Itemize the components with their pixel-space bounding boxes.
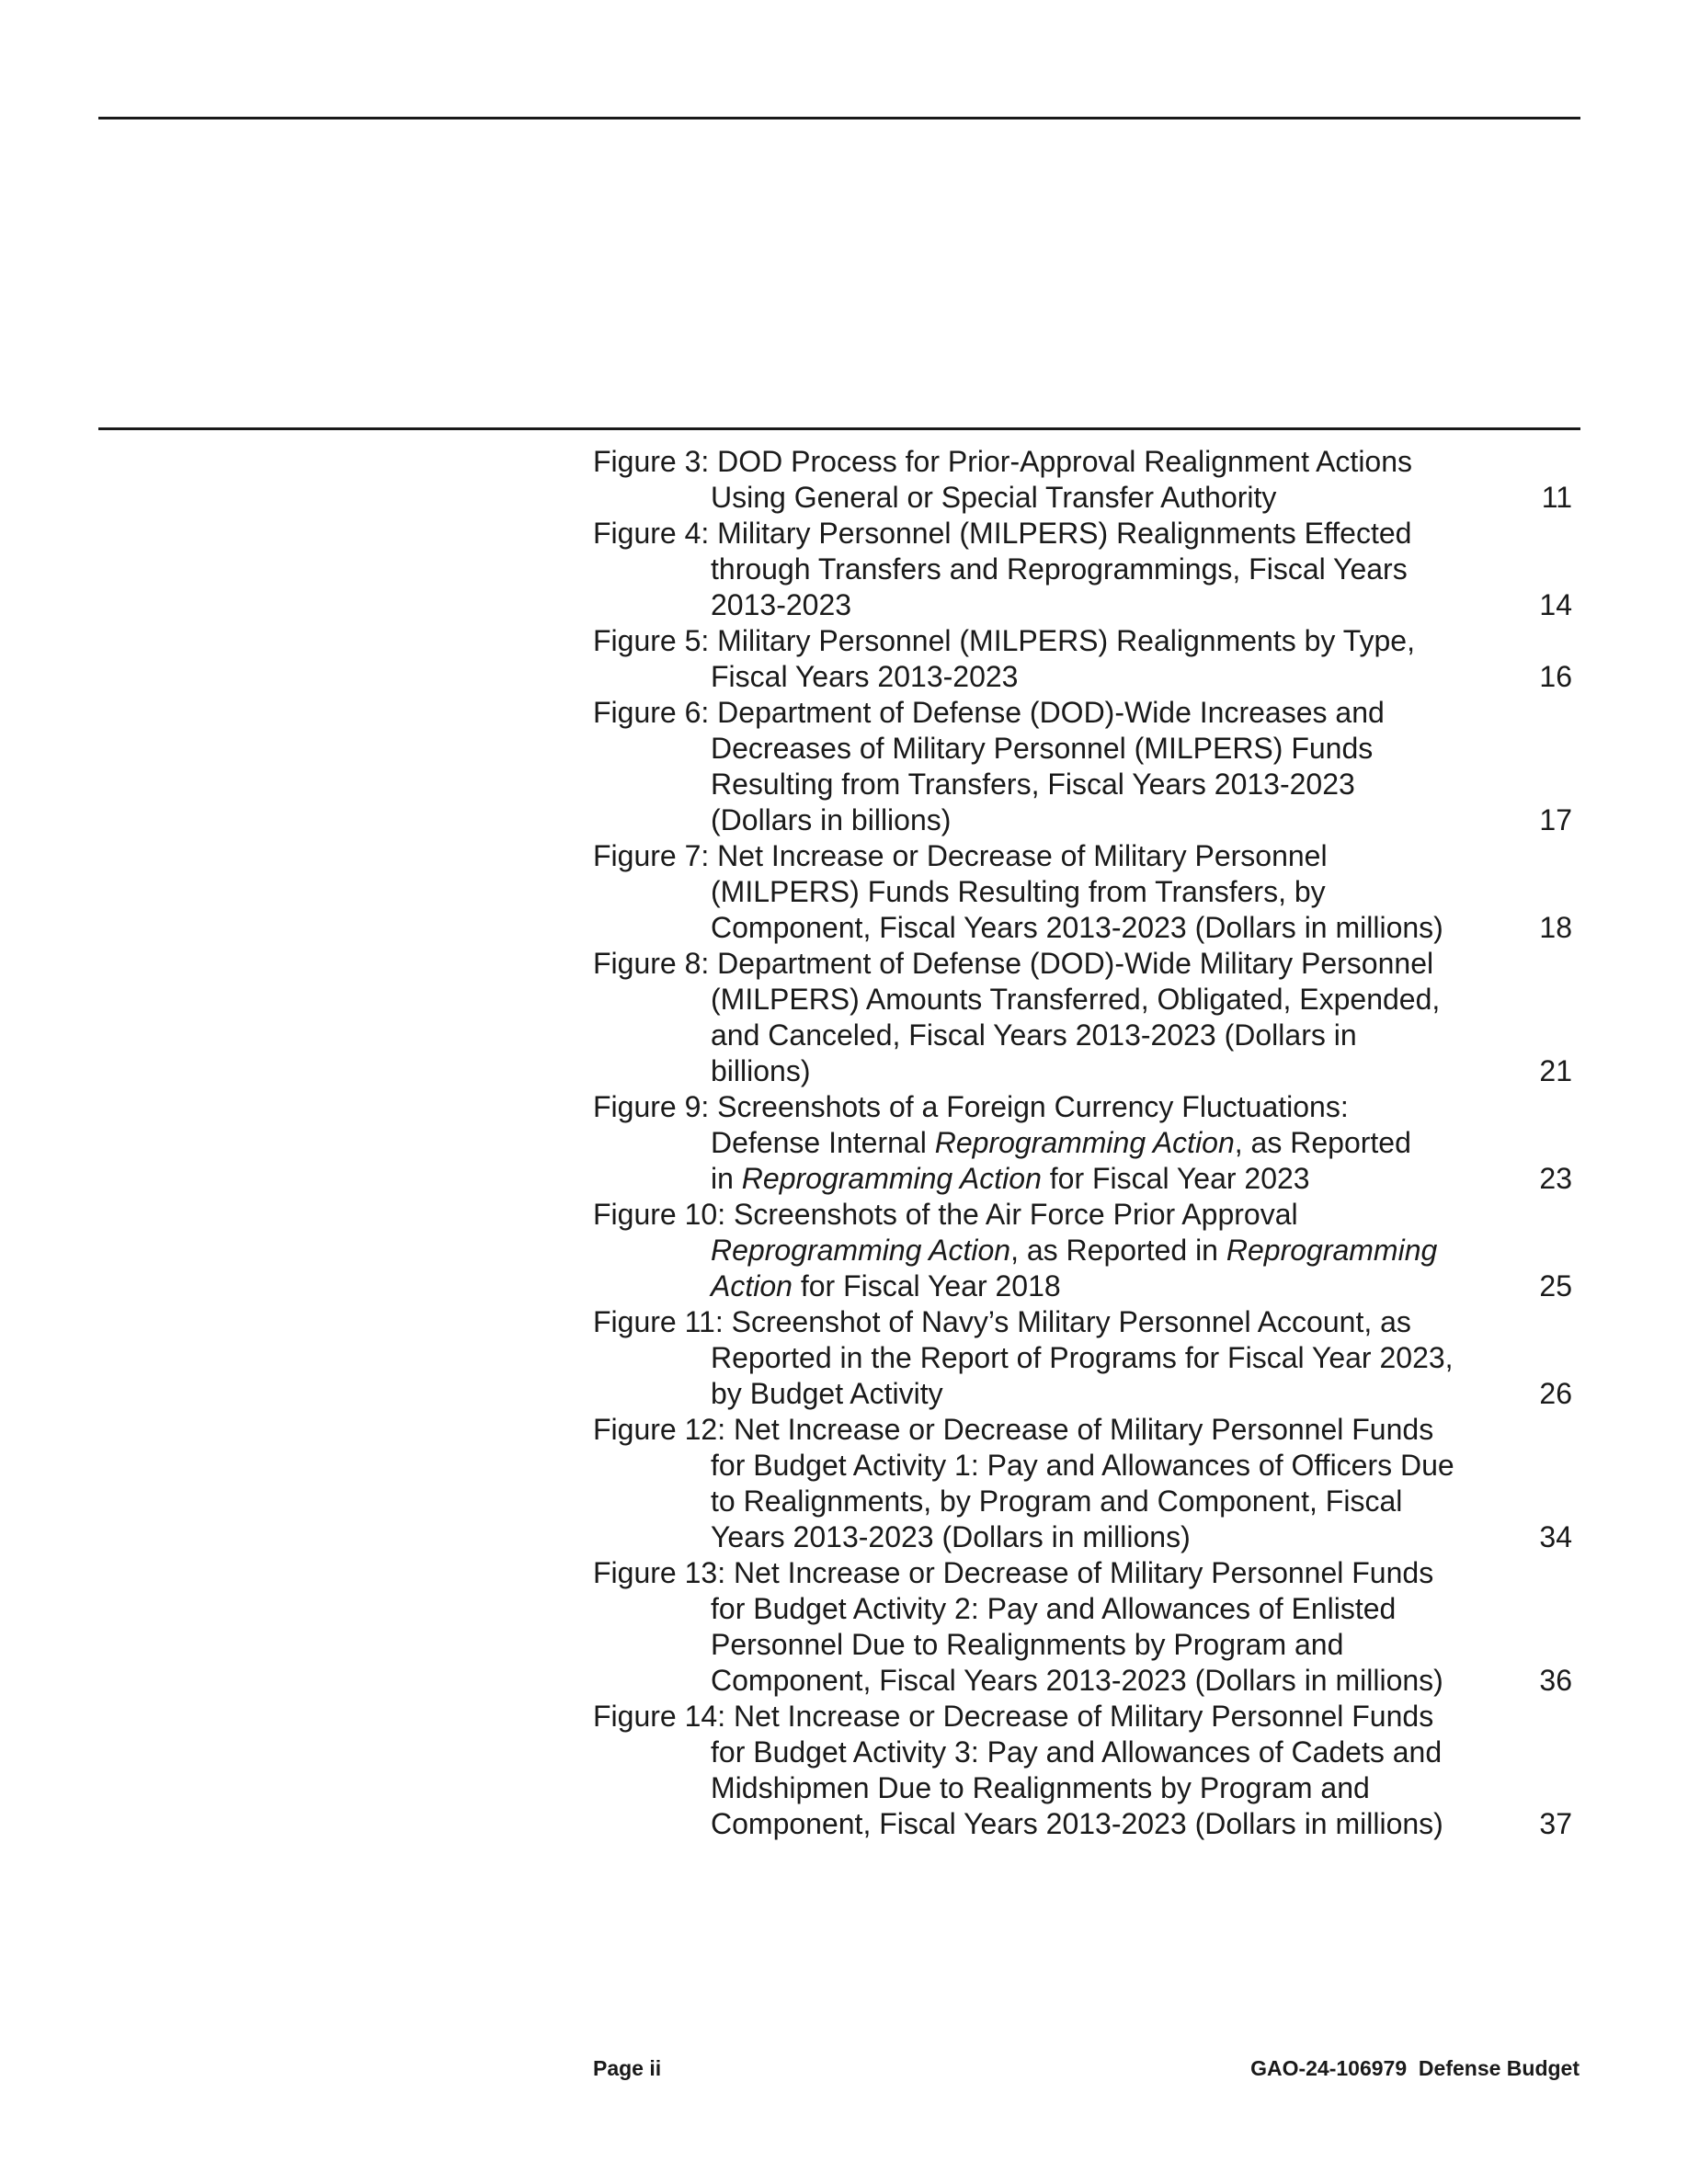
entry-text: Years 2013-2023 (Dollars in millions): [711, 1520, 1191, 1553]
entry-text: Reported in the Report of Programs for Fiscal Year 2023,: [711, 1341, 1454, 1374]
entry-text: Component, Fiscal Years 2013-2023 (Dollars in millions): [711, 1807, 1443, 1840]
italic-title-text: Reprogramming Action: [711, 1234, 1011, 1267]
toc-entry-line: [593, 1484, 1595, 1519]
toc-entry[interactable]: [593, 1699, 1595, 1842]
toc-entry-line: [593, 1089, 1595, 1125]
toc-entry[interactable]: [593, 695, 1595, 838]
toc-entry-line: [593, 1412, 1595, 1448]
toc-entry-line: [593, 1591, 1595, 1627]
italic-title-text: Reprogramming: [1226, 1234, 1438, 1267]
toc-entry-line: [593, 1161, 1595, 1197]
entry-text: for Budget Activity 2: Pay and Allowances of Enlisted: [711, 1592, 1397, 1625]
toc-page-number: 34: [1539, 1520, 1572, 1553]
toc-entry-line: [593, 659, 1595, 695]
toc-page-number: 11: [1541, 481, 1572, 514]
toc-entry-line: [593, 1268, 1595, 1304]
list-of-figures: [593, 444, 1595, 1842]
toc-entry-line: [593, 587, 1595, 623]
entry-text: Figure 4: Military Personnel (MILPERS) Realignments Effected: [593, 517, 1412, 550]
toc-page-number: 23: [1539, 1162, 1572, 1195]
toc-page-number: 14: [1539, 588, 1572, 621]
toc-entry-line: [593, 1448, 1595, 1484]
toc-entry-line: [593, 910, 1595, 946]
toc-entry-line: [593, 1197, 1595, 1233]
entry-text: Resulting from Transfers, Fiscal Years 2013-2023: [711, 768, 1355, 801]
toc-page-number: 26: [1539, 1377, 1572, 1410]
toc-entry-line: [593, 982, 1595, 1018]
toc-page-number: 25: [1539, 1269, 1572, 1302]
toc-entry[interactable]: [593, 623, 1595, 695]
entry-text: , as Reported: [1234, 1126, 1411, 1159]
entry-text: in: [711, 1162, 742, 1195]
entry-text: by Budget Activity: [711, 1377, 943, 1410]
entry-text: Defense Internal: [711, 1126, 935, 1159]
toc-page-number: 36: [1539, 1664, 1572, 1697]
entry-text: Figure 11: Screenshot of Navy’s Military Personnel Account, as: [593, 1305, 1411, 1338]
toc-entry[interactable]: [593, 444, 1595, 516]
toc-page-number: 21: [1539, 1054, 1572, 1087]
toc-page-number: 37: [1539, 1807, 1572, 1840]
entry-text: Figure 12: Net Increase or Decrease of Military Personnel Funds: [593, 1413, 1434, 1446]
toc-page-number: 16: [1539, 660, 1572, 693]
entry-text: for Fiscal Year 2023: [1041, 1162, 1310, 1195]
entry-text: Component, Fiscal Years 2013-2023 (Dollars in millions): [711, 911, 1443, 944]
toc-entry-line: [593, 1735, 1595, 1770]
top-rule: [98, 117, 1580, 119]
toc-entry[interactable]: [593, 1412, 1595, 1555]
entry-text: Personnel Due to Realignments by Program and: [711, 1628, 1344, 1661]
toc-entry-line: [593, 1340, 1595, 1376]
toc-entry-line: [593, 1699, 1595, 1735]
toc-entry-line: [593, 1555, 1595, 1591]
entry-text: , as Reported in: [1010, 1234, 1226, 1267]
page-number: Page ii: [593, 2056, 662, 2080]
entry-text: (MILPERS) Amounts Transferred, Obligated, Expended,: [711, 983, 1441, 1016]
report-identifier: GAO-24-106979 Defense Budget: [1250, 2056, 1580, 2080]
toc-entry-line: [593, 1125, 1595, 1161]
toc-entry-line: [593, 1376, 1595, 1412]
toc-entry-line: [593, 767, 1595, 802]
entry-text: 2013-2023: [711, 588, 852, 621]
toc-entry-line: [593, 444, 1595, 480]
entry-text: Figure 7: Net Increase or Decrease of Military Personnel: [593, 839, 1328, 872]
toc-entry-line: [593, 1304, 1595, 1340]
entry-text: Figure 10: Screenshots of the Air Force Prior Approval: [593, 1198, 1298, 1231]
toc-entry-line: [593, 1770, 1595, 1806]
entry-text: Figure 5: Military Personnel (MILPERS) Realignments by Type,: [593, 624, 1415, 657]
toc-entry-line: [593, 838, 1595, 874]
entry-text: billions): [711, 1054, 811, 1087]
entry-text: for Budget Activity 1: Pay and Allowances of Officers Due: [711, 1449, 1454, 1482]
toc-entry-line: [593, 1663, 1595, 1699]
toc-entry-line: [593, 1018, 1595, 1053]
entry-text: Fiscal Years 2013-2023: [711, 660, 1019, 693]
toc-entry-line: [593, 874, 1595, 910]
toc-entry-line: [593, 1519, 1595, 1555]
toc-entry[interactable]: [593, 1304, 1595, 1412]
entry-text: Component, Fiscal Years 2013-2023 (Dollars in millions): [711, 1664, 1443, 1697]
entry-text: Figure 9: Screenshots of a Foreign Currency Fluctuations:: [593, 1090, 1349, 1123]
entry-text: Figure 13: Net Increase or Decrease of Military Personnel Funds: [593, 1556, 1434, 1589]
section-rule: [98, 427, 1580, 430]
italic-title-text: Reprogramming Action: [934, 1126, 1235, 1159]
toc-entry[interactable]: [593, 516, 1595, 623]
toc-page-number: 18: [1539, 911, 1572, 944]
toc-entry[interactable]: [593, 1197, 1595, 1304]
entry-text: Figure 3: DOD Process for Prior-Approval Realignment Actions: [593, 445, 1413, 478]
entry-text: Figure 8: Department of Defense (DOD)-Wide Military Personnel: [593, 947, 1434, 980]
toc-entry[interactable]: [593, 1555, 1595, 1699]
toc-entry-line: [593, 480, 1595, 516]
entry-text: and Canceled, Fiscal Years 2013-2023 (Dollars in: [711, 1018, 1357, 1052]
entry-text: Using General or Special Transfer Authority: [711, 481, 1277, 514]
toc-entry-line: [593, 1806, 1595, 1842]
entry-text: through Transfers and Reprogrammings, Fiscal Years: [711, 552, 1408, 586]
toc-entry[interactable]: [593, 946, 1595, 1089]
entry-text: (Dollars in billions): [711, 803, 952, 836]
entry-text: for Fiscal Year 2018: [792, 1269, 1061, 1302]
entry-text: Decreases of Military Personnel (MILPERS) Funds: [711, 732, 1374, 765]
toc-entry-line: [593, 516, 1595, 552]
toc-entry-line: [593, 623, 1595, 659]
entry-text: Figure 14: Net Increase or Decrease of Military Personnel Funds: [593, 1700, 1434, 1733]
entry-text: (MILPERS) Funds Resulting from Transfers, by: [711, 875, 1326, 908]
italic-title-text: Action: [711, 1269, 793, 1302]
entry-text: to Realignments, by Program and Component, Fiscal: [711, 1484, 1403, 1518]
toc-entry-line: [593, 802, 1595, 838]
entry-text: Midshipmen Due to Realignments by Program and: [711, 1771, 1370, 1804]
italic-title-text: Reprogramming Action: [741, 1162, 1042, 1195]
toc-entry-line: [593, 552, 1595, 587]
toc-entry[interactable]: [593, 1089, 1595, 1197]
toc-entry-line: [593, 1233, 1595, 1268]
toc-page-number: 17: [1539, 803, 1572, 836]
toc-entry-line: [593, 1627, 1595, 1663]
entry-text: for Budget Activity 3: Pay and Allowances of Cadets and: [711, 1735, 1443, 1769]
toc-entry-line: [593, 1053, 1595, 1089]
entry-text: Figure 6: Department of Defense (DOD)-Wide Increases and: [593, 696, 1385, 729]
toc-entry-line: [593, 695, 1595, 731]
toc-entry-line: [593, 946, 1595, 982]
toc-entry-line: [593, 731, 1595, 767]
toc-entry[interactable]: [593, 838, 1595, 946]
